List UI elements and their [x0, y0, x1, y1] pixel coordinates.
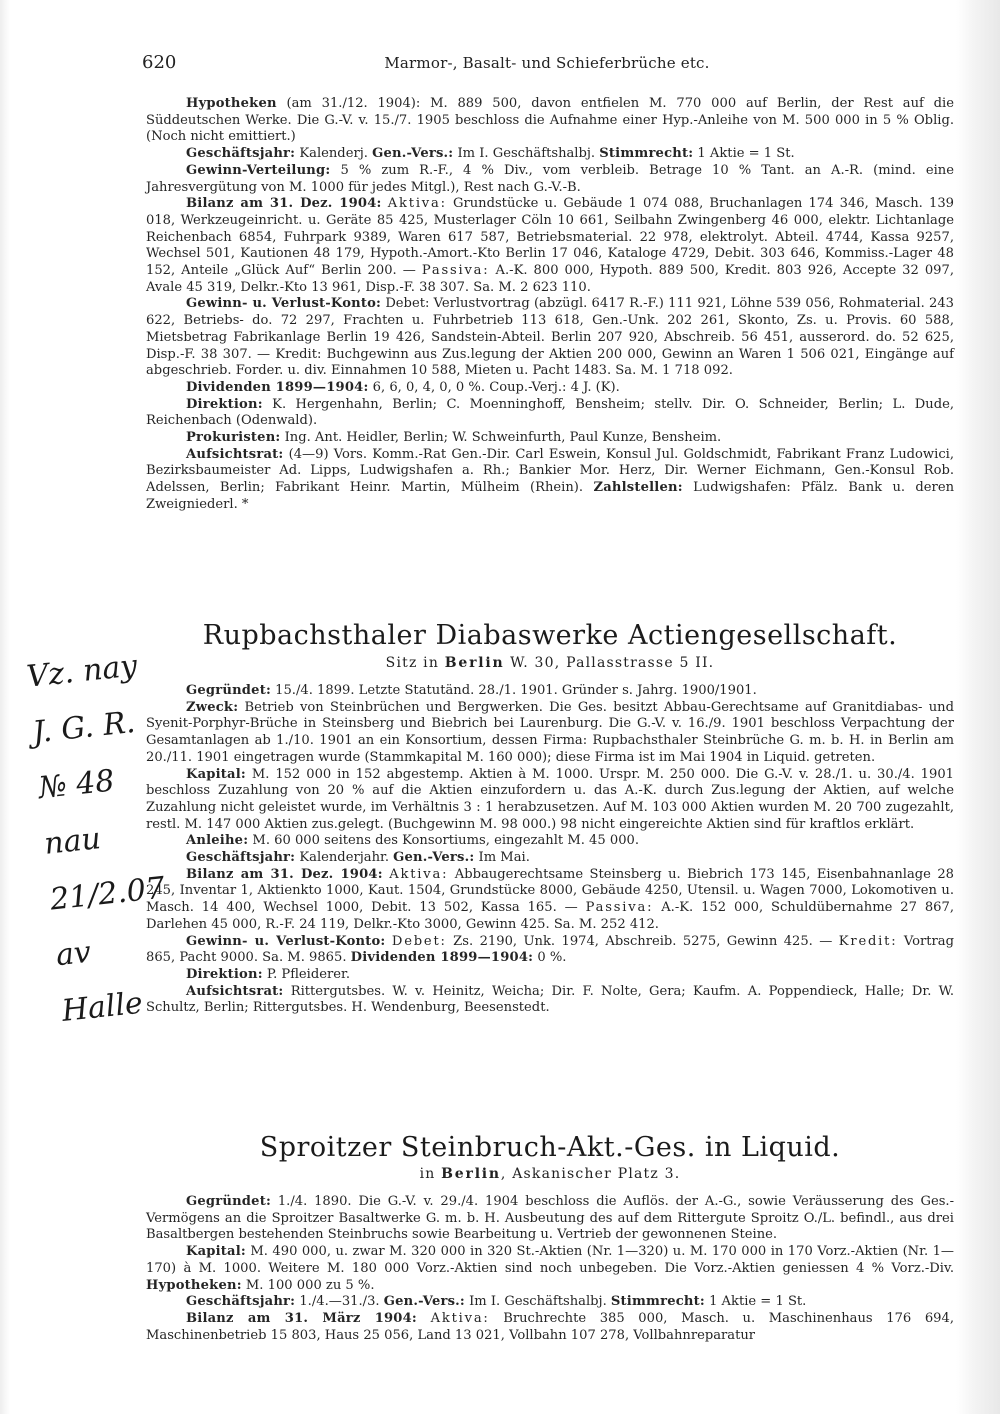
seat-city: Berlin: [441, 1166, 501, 1182]
text-passiva: A.-K. 152 000, Schuldübernahme 27 867, Darlehen 45 000, R.-F. 24 119, Delkr.-Kto 3000, Gewinn 425. Sa. M. 252 412.: [146, 900, 954, 932]
word-debet: Debet:: [391, 933, 447, 949]
para-gegruendet: [146, 683, 954, 700]
para-guv: [146, 934, 954, 967]
text-aktiva: Grundstücke u. Gebäude 1 074 088, Bruchanlagen 174 346, Masch. 139 018, Werkzeugeinricht. u. Geräte 85 425, Musterlager Cöln 10 661, Seilbahn Zwingenberg 46 000, elektr. Lichtanlage Reichenbach 6854, Fuhrpark 9389, Waren 617 587, Betriebsmaterial. 22 978, elektrolyt. Abteil. 4744, Kassa 9257, Wechsel 501, Kautionen 48 179, Hypoth.-Amort.-Kto Berlin 17 046, Kataloge 4729, Debit. 303 646, Kommiss.-Lager 48 152, Anteile „Glück Auf“ Berlin 200. —: [146, 196, 954, 279]
text-genvers: Im Mai.: [474, 850, 530, 866]
label-genvers: Gen.-Vers.:: [393, 850, 475, 866]
para-anleihe: [146, 833, 954, 850]
text-direktion: P. Pfleiderer.: [262, 966, 350, 982]
word-aktiva: Aktiva:: [430, 1310, 490, 1326]
label-bilanz: Bilanz am 31. Dez. 1904:: [186, 196, 382, 212]
word-aktiva: Aktiva:: [389, 866, 449, 882]
text-dividenden: 6, 6, 0, 4, 0, 0 %. Coup.-Verj.: 4 J. (K).: [368, 379, 620, 395]
text-gewinnverteilung: 5 % zum R.-F., 4 % Div., vom verbleib. Betrage 10 % Tant. an A.-R. (mind. eine Jahresvergütung von M. 1000 für jedes Mitgl.), Rest nach G.-V.-B.: [146, 162, 954, 195]
label-zahlstellen: Zahlstellen:: [593, 480, 683, 496]
text-geschaeftsjahr: Kalenderj.: [295, 146, 373, 162]
para-bilanz: [146, 867, 954, 934]
company-seat-rupbachsthaler: [146, 655, 954, 671]
text-geschaeftsjahr: 1./4.—31./3.: [295, 1294, 384, 1310]
text-hypotheken: M. 100 000 zu 5 %.: [241, 1277, 375, 1293]
label-bilanz: Bilanz am 31. Dez. 1904:: [186, 866, 383, 882]
section-continuation: [146, 96, 954, 514]
text-kredit: Vortrag 865, Pacht 9000. Sa. M. 9865.: [146, 933, 954, 966]
para-hypotheken: [146, 96, 954, 146]
label-direktion: Direktion:: [186, 396, 263, 412]
margin-note-line: № 48: [36, 763, 117, 807]
seat-city: Berlin: [444, 655, 505, 671]
label-aufsichtsrat: Aufsichtsrat:: [186, 983, 284, 999]
label-kapital: Kapital:: [186, 766, 246, 782]
para-geschaeftsjahr: [146, 146, 954, 163]
text-prokuristen: Ing. Ant. Heidler, Berlin; W. Schweinfurth, Paul Kunze, Bensheim.: [280, 430, 722, 446]
margin-note-line: Halle: [60, 985, 145, 1029]
text-debet: Zs. 2190, Unk. 1974, Abschreib. 5275, Gewinn 425. —: [446, 933, 839, 949]
label-geschaeftsjahr: Geschäftsjahr:: [186, 1294, 296, 1310]
label-anleihe: Anleihe:: [186, 833, 249, 849]
text-dividenden: 0 %.: [533, 950, 567, 966]
margin-note-line: J. G. R.: [30, 704, 137, 751]
scan-edge-shadow: [956, 0, 1000, 1414]
para-geschaeftsjahr: [146, 850, 954, 867]
para-zweck: [146, 700, 954, 767]
text-stimmrecht: 1 Aktie = 1 St.: [704, 1294, 807, 1310]
company-title-rupbachsthaler: Rupbachsthaler Diabaswerke Actiengesellschaft.: [202, 620, 898, 651]
word-passiva: Passiva:: [585, 900, 654, 916]
label-geschaeftsjahr: Geschäftsjahr:: [186, 146, 296, 162]
text-gegruendet: 15./4. 1899. Letzte Statutänd. 28./1. 1901. Gründer s. Jahrg. 1900/1901.: [270, 683, 757, 698]
margin-note-line: Vz. nay: [25, 648, 139, 695]
label-geschaeftsjahr: Geschäftsjahr:: [186, 850, 296, 866]
para-gewinnverteilung: [146, 163, 954, 196]
word-passiva: Passiva:: [421, 263, 490, 279]
para-kapital: [146, 767, 954, 834]
label-direktion: Direktion:: [186, 966, 263, 982]
label-zweck: Zweck:: [186, 699, 239, 715]
label-genvers: Gen.-Vers.:: [372, 146, 454, 162]
label-gegruendet: Gegründet:: [186, 683, 271, 698]
label-guv: Gewinn- u. Verlust-Konto:: [186, 933, 386, 949]
para-aufsichtsrat: [146, 447, 954, 514]
text-aktiva: Abbaugerechtsame Steinsberg u. Biebrich 173 145, Eisenbahnanlage 28 245, Inventar 1, Aktienkto 1000, Kaut. 1504, Grundstücke 8000, Gebäude 4250, Utensil. u. Wagen 7000, Lokomotiven u. Masch. 14 400, Wechsel 1000, Debit. 13 502, Kassa 165. —: [146, 866, 954, 916]
company-seat-sproitzer: [146, 1166, 954, 1182]
margin-note-line: 21/2.07: [48, 870, 167, 918]
para-kapital: [146, 1244, 954, 1294]
label-hypotheken: Hypotheken: [186, 96, 277, 111]
label-genvers: Gen.-Vers.:: [383, 1294, 465, 1310]
label-stimmrecht: Stimmrecht:: [610, 1294, 705, 1310]
text-kapital: M. 490 000, u. zwar M. 320 000 in 320 St.-Aktien (Nr. 1—320) u. M. 170 000 in 170 Vorz.-Aktien (Nr. 1—170) à M. 1000. Weitere M. 180 000 Vorz.-Aktien sind noch unbegeben. Die Vorz.-Aktien geniessen 4 % Vorz.-Div.: [146, 1244, 954, 1276]
label-bilanz: Bilanz am 31. März 1904:: [186, 1310, 417, 1326]
text-aktiva: Bruchrechte 385 000, Masch. u. Maschinenhaus 176 694, Maschinenbetrieb 15 803, Haus 25 056, Land 13 021, Vollbahn 107 278, Vollbahnreparatur: [146, 1310, 954, 1343]
para-dividenden: [146, 380, 954, 397]
page-header: [142, 52, 952, 74]
text-kapital: M. 152 000 in 152 abgestemp. Aktien à M. 1000. Urspr. M. 250 000. Die G.-V. v. 28./1. u. 30./4. 1901 beschloss Zuzahlung von 20 % auf die Aktien einzufordern u. das A.-K. durch Zus.legung der Aktien, auf welche Zuzahlung nicht geleistet wurde, im Verhältnis 3 : 1 herabzusetzen. Auf M. 103 000 Aktien wurden M. 20 700 zugezahlt, restl. M. 147 000 Aktien zus.gelegt. (Buchgewinn M. 98 000.) 98 nicht eingereichte Aktien sind für kraftlos erklärt.: [146, 766, 954, 832]
page-number: 620: [142, 52, 177, 73]
word-kredit: Kredit:: [838, 933, 898, 949]
text-guv: Debet: Verlustvortrag (abzügl. 6417 R.-F.) 111 921, Löhne 539 056, Rohmaterial. 243 622, Betriebs- do. 72 297, Frachten u. Fuhrbetrieb 113 618, Gen.-Unk. 202 261, Skonto, Zs. u. Provis. 60 588, Mietsbetrag Fabrikanlage Berlin 19 426, Sandstein-Abteil. Berlin 207 920, Abschreib. 56 451, ausserord. do. 52 625, Disp.-F. 38 307. — Kredit: Buchgewinn aus Zus.legung der Aktien 200 000, Gewinn an Waren 1 506 021, Eingänge auf abgeschrieb. Forder. u. div. Einnahmen 10 588, Mieten u. Pacht 1483. Sa. M. 1 718 092.: [146, 296, 954, 379]
text-stimmrecht: 1 Aktie = 1 St.: [693, 146, 795, 162]
seat-suffix: W. 30, Pallasstrasse 5 II.: [504, 655, 715, 671]
word-aktiva: Aktiva:: [387, 196, 447, 212]
label-gewinnverteilung: Gewinn-Verteilung:: [186, 162, 331, 178]
text-genvers: Im I. Geschäftshalbj.: [453, 146, 600, 162]
para-geschaeftsjahr: [146, 1294, 954, 1311]
label-stimmrecht: Stimmrecht:: [599, 146, 694, 162]
margin-note-line: nau: [42, 821, 103, 862]
text-anleihe: M. 60 000 seitens des Konsortiums, eingezahlt M. 45 000.: [248, 833, 640, 849]
para-prokuristen: [146, 430, 954, 447]
para-aufsichtsrat: [146, 984, 954, 1017]
text-aufsichtsrat: (4—9) Vors. Komm.-Rat Gen.-Dir. Carl Eswein, Konsul Jul. Goldschmidt, Fabrikant Franz Ludowici, Bezirksbaumeister Ad. Lipps, Ludwigshafen a. Rh.; Bankier Mor. Herz, Dir. Werner Eichmann, Gen.-Konsul Rob. Adelssen, Berlin; Fabrikant Heinr. Martin, Mülheim (Rhein).: [146, 446, 954, 496]
label-dividenden: Dividenden 1899—1904:: [350, 950, 534, 966]
seat-prefix: in: [419, 1166, 442, 1182]
seat-prefix: Sitz in: [385, 655, 445, 671]
text-hypotheken: (am 31./12. 1904): M. 889 500, davon entfielen M. 770 000 auf Berlin, der Rest auf die Süddeutschen Werke. Die G.-V. v. 15./7. 1905 beschloss die Aufnahme einer Hyp.-Anleihe von M. 500 000 in 5 % Oblig. (Noch nicht emittiert.): [146, 96, 954, 145]
text-genvers: Im I. Geschäftshalbj.: [464, 1294, 611, 1310]
text-passiva: A.-K. 800 000, Hypoth. 889 500, Kredit. 803 926, Accepte 32 097, Avale 45 319, Delkr.-Kto 13 961, Disp.-F. 38 307. Sa. M. 2 623 110.: [146, 263, 954, 295]
label-prokuristen: Prokuristen:: [186, 430, 281, 446]
text-zweck: Betrieb von Steinbrüchen und Bergwerken. Die Ges. besitzt Abbau-Gerechtsame auf Granitdiabas- und Syenit-Porphyr-Brüche in Steinsberg und Biebrich bei Laurenburg. Die G.-V. v. 16./9. 1901 beschloss Verpachtung der Gesamtanlagen ab 1./10. 1901 an ein Konsortium, dessen Firma: Rupbachsthaler Steinbrüche G. m. b. H. in Berlin am 20./11. 1901 eingetragen wurde (Stammkapital M. 160 000); diese Firma ist im Mai 1904 in Liquid. getreten.: [146, 699, 954, 765]
text-zahlstellen: Ludwigshafen: Pfälz. Bank u. deren Zweigniederl. *: [146, 480, 954, 512]
label-guv: Gewinn- u. Verlust-Konto:: [186, 296, 382, 312]
label-aufsichtsrat: Aufsichtsrat:: [186, 446, 284, 462]
text-aufsichtsrat: Rittergutsbes. W. v. Heinitz, Weicha; Dir. F. Nolte, Gera; Kaufm. A. Poppendieck, Halle; Dr. W. Schultz, Berlin; Rittergutsbes. H. Wendenburg, Beesenstedt.: [146, 983, 954, 1016]
label-gegruendet: Gegründet:: [186, 1194, 271, 1209]
margin-note-line: av: [54, 934, 93, 974]
running-title: Marmor-, Basalt- und Schieferbrüche etc.: [384, 54, 710, 72]
para-direktion: [146, 397, 954, 430]
text-gegruendet: 1./4. 1890. Die G.-V. v. 29./4. 1904 beschloss die Auflös. der A.-G., sowie Veräusserung des Ges.-Vermögens an die Sproitzer Basaltwerke G. m. b. H. Ausbeutung des auf dem Rittergute Sproitz O./L. befindl., aus drei Basaltbergen bestehenden Steinbruchs sowie Bearbeitung u. Vertrieb der gewonnenen Steine.: [146, 1194, 954, 1243]
text-geschaeftsjahr: Kalenderjahr.: [295, 850, 394, 866]
para-gegruendet: [146, 1194, 954, 1244]
label-hypotheken: Hypotheken:: [146, 1277, 242, 1293]
para-guv: [146, 296, 954, 380]
binding-shadow: [0, 0, 10, 1414]
seat-suffix: , Askanischer Platz 3.: [500, 1166, 681, 1182]
para-direktion: [146, 967, 954, 984]
section-rupbachsthaler: [146, 683, 954, 1017]
label-dividenden: Dividenden 1899—1904:: [186, 379, 369, 395]
para-bilanz: [146, 196, 954, 296]
section-sproitzer: [146, 1194, 954, 1344]
para-bilanz: [146, 1311, 954, 1344]
label-kapital: Kapital:: [186, 1244, 246, 1260]
company-title-sproitzer: Sproitzer Steinbruch-Akt.-Ges. in Liquid.: [259, 1132, 841, 1163]
text-direktion: K. Hergenhahn, Berlin; C. Moenninghoff, Bensheim; stellv. Dir. O. Schneider, Berlin; L. Dude, Reichenbach (Odenwald).: [146, 396, 954, 429]
